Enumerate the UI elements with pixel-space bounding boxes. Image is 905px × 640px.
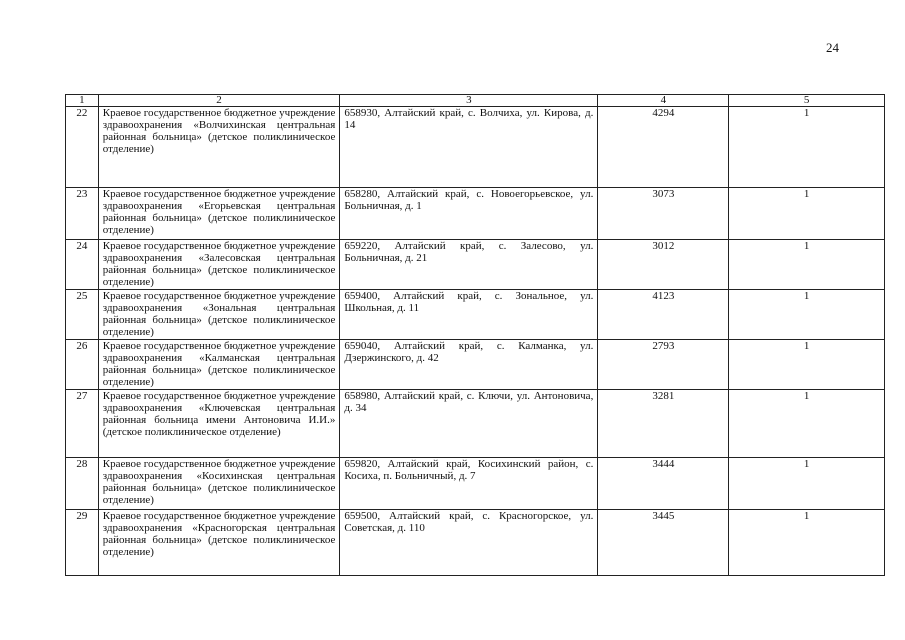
row-number: 22 [66,107,99,188]
column-header: 4 [598,95,729,107]
institution-name: Краевое государственное бюджетное учреждение здравоохранения «Ключевская центральная районная больница имени Антоновича И.И.» (детское поликлиническое отделение) [98,390,340,458]
row-number: 24 [66,240,99,290]
column-5-value: 1 [729,107,885,188]
column-header: 1 [66,95,99,107]
column-4-value: 3073 [598,188,729,240]
institution-address: 659400, Алтайский край, с. Зональное, ул. Школьная, д. 11 [340,290,598,340]
row-number: 29 [66,510,99,576]
institution-address: 659820, Алтайский край, Косихинский район, с. Косиха, п. Больничный, д. 7 [340,458,598,510]
column-header: 5 [729,95,885,107]
table-row [66,107,885,188]
row-number: 28 [66,458,99,510]
institution-name: Краевое государственное бюджетное учреждение здравоохранения «Волчихинская центральная районная больница» (детское поликлиническое отделение) [98,107,340,188]
column-5-value: 1 [729,458,885,510]
column-5-value: 1 [729,340,885,390]
column-header: 2 [98,95,340,107]
institution-address: 659040, Алтайский край, с. Калманка, ул. Дзержинского, д. 42 [340,340,598,390]
column-5-value: 1 [729,240,885,290]
table-row [66,390,885,458]
column-4-value: 2793 [598,340,729,390]
row-number: 25 [66,290,99,340]
row-number: 26 [66,340,99,390]
column-4-value: 3012 [598,240,729,290]
table-row [66,188,885,240]
column-4-value: 3445 [598,510,729,576]
row-number: 23 [66,188,99,240]
column-4-value: 4294 [598,107,729,188]
institution-name: Краевое государственное бюджетное учреждение здравоохранения «Зональная центральная районная больница» (детское поликлиническое отделение) [98,290,340,340]
column-5-value: 1 [729,290,885,340]
column-4-value: 4123 [598,290,729,340]
table-row [66,458,885,510]
institution-name: Краевое государственное бюджетное учреждение здравоохранения «Залесовская центральная районная больница» (детское поликлиническое отделение) [98,240,340,290]
table-row [66,510,885,576]
column-5-value: 1 [729,510,885,576]
institution-address: 659220, Алтайский край, с. Залесово, ул. Больничная, д. 21 [340,240,598,290]
institution-address: 659500, Алтайский край, с. Красногорское, ул. Советская, д. 110 [340,510,598,576]
institution-name: Краевое государственное бюджетное учреждение здравоохранения «Красногорская центральная районная больница» (детское поликлиническое отделение) [98,510,340,576]
institution-address: 658980, Алтайский край, с. Ключи, ул. Антоновича, д. 34 [340,390,598,458]
column-5-value: 1 [729,390,885,458]
institution-name: Краевое государственное бюджетное учреждение здравоохранения «Калманская центральная районная больница» (детское поликлиническое отделение) [98,340,340,390]
row-number: 27 [66,390,99,458]
page-number: 24 [826,40,839,55]
table-row [66,340,885,390]
facilities-table [65,94,885,576]
table-header-row [66,95,885,107]
column-4-value: 3444 [598,458,729,510]
table-row [66,240,885,290]
institution-name: Краевое государственное бюджетное учреждение здравоохранения «Егорьевская центральная районная больница» (детское поликлиническое отделение) [98,188,340,240]
institution-address: 658930, Алтайский край, с. Волчиха, ул. Кирова, д. 14 [340,107,598,188]
column-4-value: 3281 [598,390,729,458]
table-row [66,290,885,340]
column-header: 3 [340,95,598,107]
institution-address: 658280, Алтайский край, с. Новоегорьевское, ул. Больничная, д. 1 [340,188,598,240]
column-5-value: 1 [729,188,885,240]
institution-name: Краевое государственное бюджетное учреждение здравоохранения «Косихинская центральная районная больница» (детское поликлиническое отделение) [98,458,340,510]
